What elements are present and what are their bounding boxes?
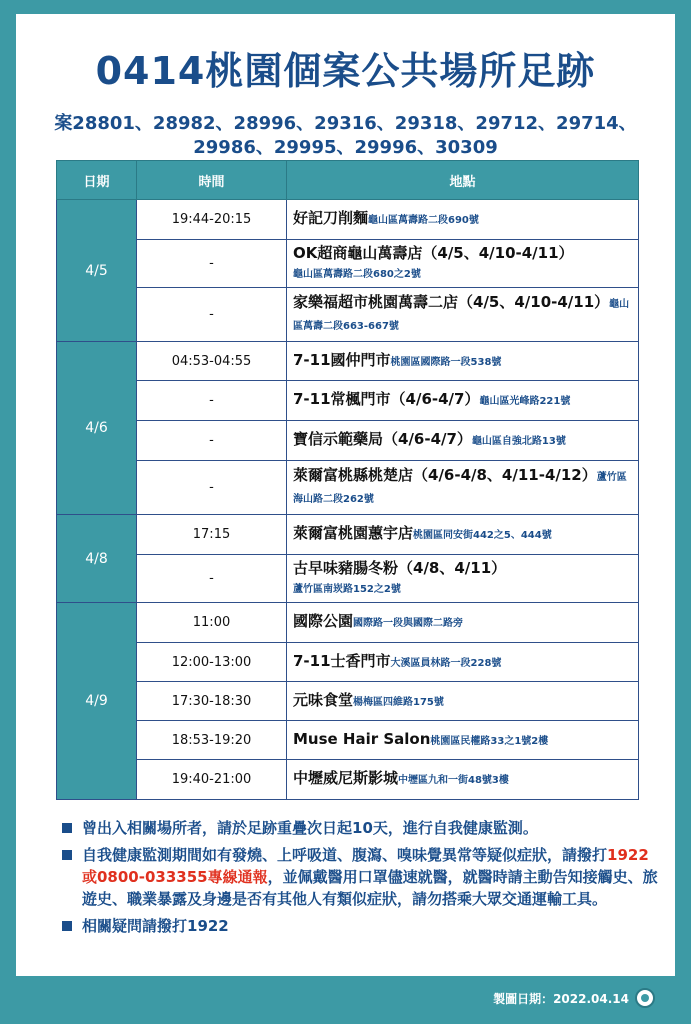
place-cell [287,515,639,555]
place-name: 7-11國仲門市 [293,350,391,369]
table-header-row [57,161,639,200]
table-row [57,603,639,643]
note-self-monitor [60,817,660,839]
poster-card [16,14,675,976]
place-name: 萊爾富桃縣桃楚店（4/6-4/8、4/11-4/12） [293,466,597,484]
time-cell: 19:40-21:00 [137,760,287,800]
place-address: 桃園區國際路一段538號 [390,356,502,368]
place-cell [287,381,639,421]
place-cell [287,555,639,603]
table-row [57,682,639,721]
table-row [57,240,639,288]
place-address: 楊梅區四維路175號 [353,696,444,708]
place-address: 桃園區民權路33之1號2樓 [430,735,549,747]
place-name: 古早味豬腸冬粉（4/8、4/11） [293,558,507,577]
case-numbers-line-1: 案28801、28982、28996、29316、29318、29712、29714、 [54,113,637,134]
time-cell: - [137,381,287,421]
time-cell: 04:53-04:55 [137,342,287,381]
place-address: 蘆竹區海山路二段262號 [293,472,627,505]
note-text: 曾出入相關場所者，請於足跡重疊次日起10天，進行自我健康監測。 [82,819,538,837]
place-address: 蘆竹區南崁路152之2號 [293,583,401,595]
place-name: 7-11常楓門市（4/6-4/7） [293,390,480,408]
place-cell [287,603,639,643]
notes-section [60,817,660,942]
table-row [57,760,639,800]
place-address: 中壢區九和一街48號3樓 [398,775,509,786]
place-cell [287,288,639,342]
place-name: 7-11士香門市 [293,651,391,670]
table-row [57,461,639,515]
footprint-table [56,160,639,800]
time-cell: 17:30-18:30 [137,682,287,721]
square-bullet-icon [62,850,72,860]
note-text: 相關疑問請撥打1922 [82,917,229,935]
table-row [57,288,639,342]
time-cell: - [137,288,287,342]
place-address: 龜山區萬壽路二段690號 [368,215,479,226]
time-cell: - [137,421,287,461]
note-text: 自我健康監測期間如有發燒、上呼吸道、腹瀉、嗅味覺異常等疑似症狀，請撥打 [82,846,608,864]
case-numbers-line-2: 29986、29995、29996、30309 [193,137,498,158]
time-cell: 11:00 [137,603,287,643]
table-row [57,721,639,760]
page-title: 0414桃園個案公共場所足跡 [95,49,596,93]
header-date: 日期 [57,161,137,200]
place-address: 龜山區光峰路221號 [479,396,571,407]
place-address: 龜山區萬壽二段663-667號 [293,299,630,332]
square-bullet-icon [62,921,72,931]
table-row [57,643,639,682]
place-cell [287,200,639,240]
made-date: 製圖日期：2022.04.14 [493,991,629,1006]
place-cell [287,682,639,721]
table-row [57,515,639,555]
time-cell: - [137,240,287,288]
table-row [57,200,639,240]
time-cell: 12:00-13:00 [137,643,287,682]
time-cell: 19:44-20:15 [137,200,287,240]
footer [493,988,655,1008]
case-numbers [16,112,675,160]
place-cell [287,342,639,381]
table-row [57,421,639,461]
place-cell [287,643,639,682]
place-name: OK超商龜山萬壽店（4/5、4/10-4/11） [293,243,574,262]
note-text: ，並佩戴醫用口罩儘速就醫，就醫時請主動告知接觸史、旅遊史、職業暴露及身邊是否有其他人有類似症狀，請勿搭乘大眾交通運輸工具。 [82,868,658,908]
square-bullet-icon [62,823,72,833]
note-hotline [60,915,660,937]
place-name: 中壢威尼斯影城 [293,769,399,787]
place-name: Muse Hair Salon [293,729,431,748]
table-row [57,555,639,603]
place-name: 家樂福超市桃園萬壽二店（4/5、4/10-4/11） [293,293,610,311]
place-name: 好記刀削麵 [293,209,369,227]
place-name: 寶信示範藥局（4/6-4/7） [293,430,472,448]
place-cell [287,421,639,461]
date-cell: 4/5 [57,200,137,342]
time-cell: 17:15 [137,515,287,555]
place-address: 國際路一段與國際二路旁 [353,618,464,629]
date-cell: 4/9 [57,603,137,800]
place-name: 國際公園 [293,612,354,630]
table-row [57,381,639,421]
place-cell [287,721,639,760]
time-cell: - [137,461,287,515]
note-symptoms [60,844,660,910]
place-address: 桃園區同安街442之5、444號 [413,530,552,541]
place-name: 元味食堂 [293,690,354,709]
place-cell [287,240,639,288]
time-cell: 18:53-19:20 [137,721,287,760]
place-name: 萊爾富桃園蕙宇店 [293,524,414,542]
place-address: 龜山區萬壽路二段680之2號 [293,268,421,280]
government-seal-icon [635,988,655,1008]
date-cell: 4/8 [57,515,137,603]
hotline-highlight: 1922或0800-033355專線通報 [82,846,649,886]
place-cell [287,760,639,800]
place-cell [287,461,639,515]
header-time: 時間 [137,161,287,200]
date-cell: 4/6 [57,342,137,515]
header-place: 地點 [287,161,639,200]
table-row [57,342,639,381]
place-address: 大溪區員林路一段228號 [390,657,502,669]
time-cell: - [137,555,287,603]
place-address: 龜山區自強北路13號 [471,436,566,447]
